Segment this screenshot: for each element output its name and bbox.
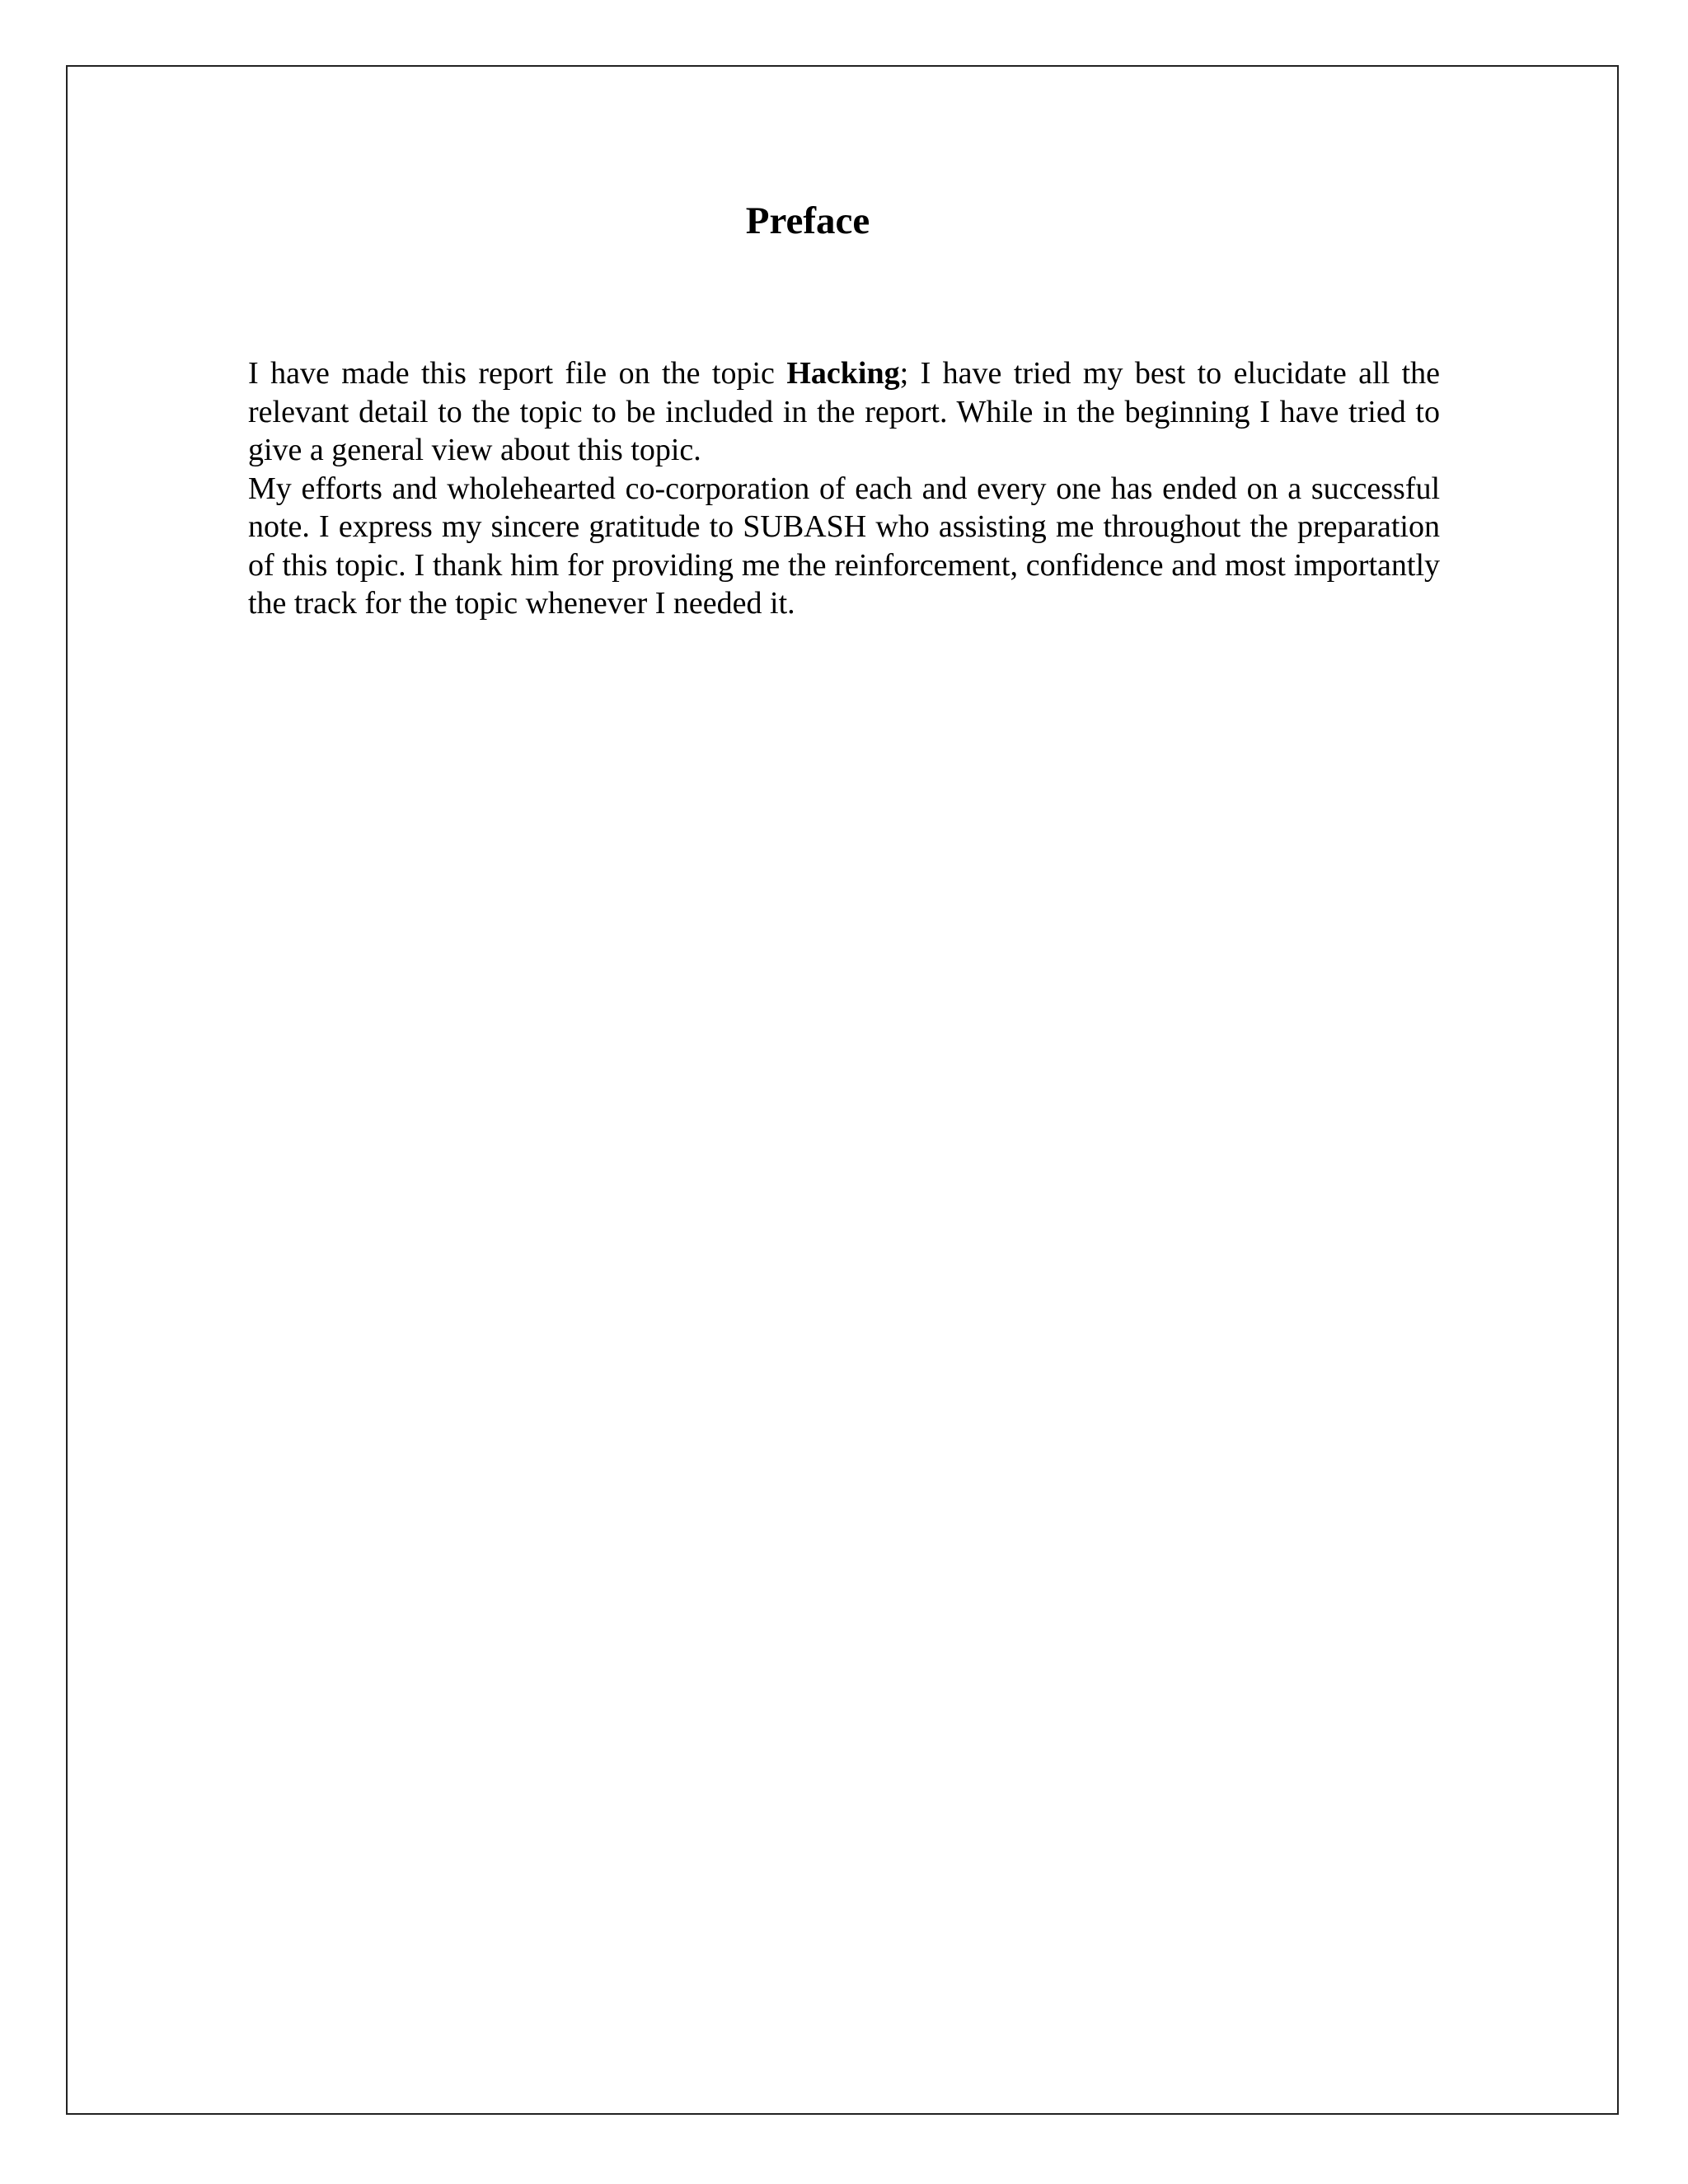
paragraph-intro [248,354,1440,470]
topic-name: Hacking [786,356,900,391]
page-title: Preface [745,199,870,242]
paragraph-intro-rest: ; I have tried my best to elucidate all the relevant detail to the topic to be included in the report. While in the beginning I have tried to give a general view about this topic. [248,356,1440,467]
paragraph-acknowledgement: My efforts and wholehearted co-corporation of each and every one has ended on a successful note. I express my sincere gratitude to SUBASH who assisting me throughout the preparation of this topic. I thank him for providing me the reinforcement, confidence and most importantly the track for the topic whenever I needed it. [248,471,1440,621]
paragraph-intro-lead: I have made this report file on the topic [248,356,787,391]
body-text [248,354,1440,623]
